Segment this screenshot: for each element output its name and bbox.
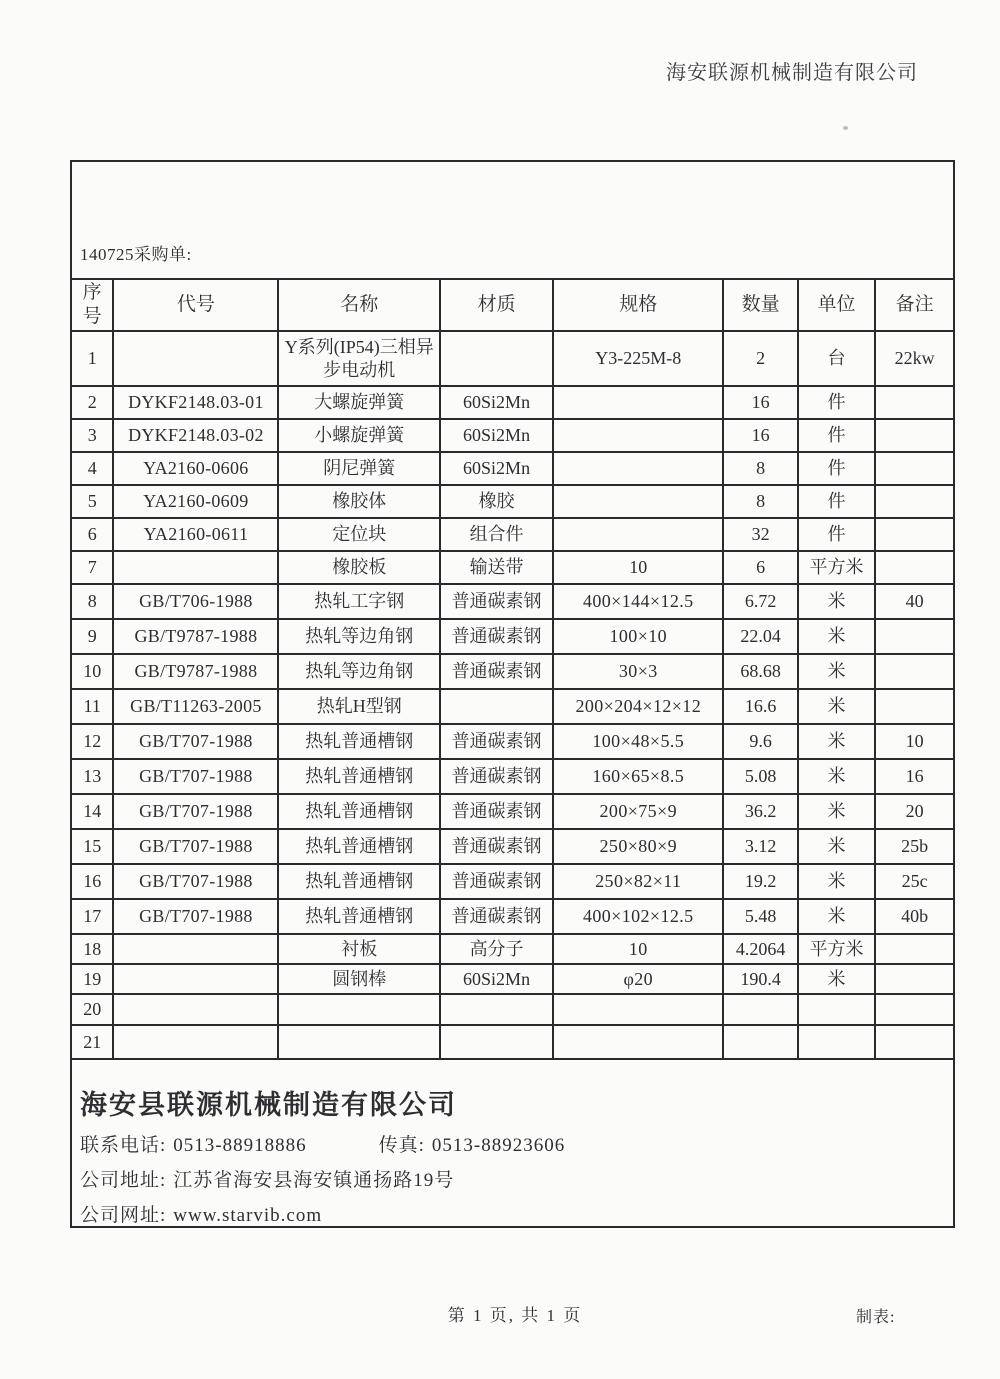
table-cell: 大螺旋弹簧 xyxy=(278,386,440,419)
address-line xyxy=(80,1165,945,1192)
table-cell: 8 xyxy=(723,485,797,518)
column-header-unit: 单位 xyxy=(798,279,876,331)
column-header-remark: 备注 xyxy=(875,279,954,331)
table-cell: 16 xyxy=(723,419,797,452)
table-cell: 10 xyxy=(553,551,723,584)
website-value: www.starvib.com xyxy=(173,1205,323,1226)
table-cell: 件 xyxy=(798,386,876,419)
table-cell xyxy=(875,994,954,1025)
website-line xyxy=(80,1200,945,1227)
table-cell: 190.4 xyxy=(723,964,797,994)
table-cell: 60Si2Mn xyxy=(440,419,553,452)
table-cell: 21 xyxy=(71,1025,113,1059)
table-cell: 件 xyxy=(798,452,876,485)
table-row xyxy=(71,934,954,964)
table-cell: 16 xyxy=(71,864,113,899)
table-cell: 输送带 xyxy=(440,551,553,584)
address-value: 江苏省海安县海安镇通扬路19号 xyxy=(173,1170,455,1191)
table-cell xyxy=(553,419,723,452)
table-cell: 热轧普通槽钢 xyxy=(278,759,440,794)
table-cell: Y3-225M-8 xyxy=(553,331,723,386)
table-cell: GB/T9787-1988 xyxy=(113,654,278,689)
table-cell: φ20 xyxy=(553,964,723,994)
purchase-order-table xyxy=(70,278,955,1060)
table-cell: 20 xyxy=(875,794,954,829)
table-cell: 橡胶体 xyxy=(278,485,440,518)
table-row xyxy=(71,759,954,794)
table-cell: GB/T11263-2005 xyxy=(113,689,278,724)
table-cell: 40b xyxy=(875,899,954,934)
table-cell: 14 xyxy=(71,794,113,829)
table-row xyxy=(71,724,954,759)
table-row xyxy=(71,551,954,584)
company-name: 海安县联源机械制造有限公司 xyxy=(80,1090,457,1120)
table-cell: 2 xyxy=(723,331,797,386)
table-cell xyxy=(113,1025,278,1059)
table-cell: GB/T707-1988 xyxy=(113,759,278,794)
table-cell xyxy=(113,551,278,584)
table-cell: 10 xyxy=(553,934,723,964)
table-cell xyxy=(113,934,278,964)
table-row xyxy=(71,518,954,551)
table-cell: 米 xyxy=(798,654,876,689)
column-header-index: 序号 xyxy=(71,279,113,331)
table-cell: 10 xyxy=(71,654,113,689)
table-cell xyxy=(440,689,553,724)
letterhead-company-name: 海安联源机械制造有限公司 xyxy=(666,62,918,84)
table-cell: 普通碳素钢 xyxy=(440,864,553,899)
table-cell xyxy=(553,994,723,1025)
table-cell: 3 xyxy=(71,419,113,452)
table-cell xyxy=(553,518,723,551)
table-cell: 8 xyxy=(723,452,797,485)
table-cell: YA2160-0609 xyxy=(113,485,278,518)
website-label: 公司网址: xyxy=(80,1205,167,1226)
table-cell: GB/T707-1988 xyxy=(113,724,278,759)
table-cell: 4.2064 xyxy=(723,934,797,964)
table-cell: 17 xyxy=(71,899,113,934)
table-cell: 热轧工字钢 xyxy=(278,584,440,619)
table-cell: 橡胶板 xyxy=(278,551,440,584)
table-cell xyxy=(875,485,954,518)
table-cell: 件 xyxy=(798,485,876,518)
phone-fax-line xyxy=(80,1130,945,1157)
table-cell: 普通碳素钢 xyxy=(440,759,553,794)
table-cell xyxy=(875,518,954,551)
table-cell xyxy=(875,452,954,485)
phone-label: 联系电话: xyxy=(80,1135,167,1156)
table-cell: 米 xyxy=(798,584,876,619)
table-cell: 19 xyxy=(71,964,113,994)
table-cell xyxy=(113,331,278,386)
table-cell: 小螺旋弹簧 xyxy=(278,419,440,452)
table-cell: 平方米 xyxy=(798,934,876,964)
column-header-code: 代号 xyxy=(113,279,278,331)
table-cell: 热轧普通槽钢 xyxy=(278,864,440,899)
table-row xyxy=(71,485,954,518)
table-cell: 12 xyxy=(71,724,113,759)
table-cell: 普通碳素钢 xyxy=(440,619,553,654)
table-cell: 250×80×9 xyxy=(553,829,723,864)
table-cell: 阴尼弹簧 xyxy=(278,452,440,485)
table-cell xyxy=(440,994,553,1025)
column-header-spec: 规格 xyxy=(553,279,723,331)
table-cell: 16.6 xyxy=(723,689,797,724)
table-cell xyxy=(553,1025,723,1059)
table-cell: 16 xyxy=(875,759,954,794)
table-cell xyxy=(113,994,278,1025)
table-cell xyxy=(553,452,723,485)
fax-label: 传真: xyxy=(378,1135,425,1156)
table-cell: 16 xyxy=(723,386,797,419)
table-row xyxy=(71,386,954,419)
table-cell: 10 xyxy=(875,724,954,759)
table-cell: DYKF2148.03-02 xyxy=(113,419,278,452)
table-cell: 250×82×11 xyxy=(553,864,723,899)
table-cell: 13 xyxy=(71,759,113,794)
table-cell xyxy=(553,485,723,518)
table-cell: 件 xyxy=(798,518,876,551)
table-cell: GB/T707-1988 xyxy=(113,794,278,829)
table-cell xyxy=(798,1025,876,1059)
table-cell: 6 xyxy=(723,551,797,584)
table-cell: 6.72 xyxy=(723,584,797,619)
table-row xyxy=(71,1025,954,1059)
table-cell xyxy=(440,1025,553,1059)
table-cell xyxy=(798,994,876,1025)
table-cell: 1 xyxy=(71,331,113,386)
table-cell: 普通碳素钢 xyxy=(440,654,553,689)
table-cell: 米 xyxy=(798,794,876,829)
table-cell: 米 xyxy=(798,864,876,899)
table-cell xyxy=(440,331,553,386)
table-row xyxy=(71,829,954,864)
table-cell: 32 xyxy=(723,518,797,551)
table-row xyxy=(71,419,954,452)
company-info-block xyxy=(72,1059,953,1226)
table-cell: 7 xyxy=(71,551,113,584)
table-cell xyxy=(875,934,954,964)
table-cell: 2 xyxy=(71,386,113,419)
table-cell: 30×3 xyxy=(553,654,723,689)
table-cell: 米 xyxy=(798,619,876,654)
table-cell: 19.2 xyxy=(723,864,797,899)
document-frame xyxy=(70,160,955,1228)
table-cell xyxy=(278,994,440,1025)
table-cell: 热轧普通槽钢 xyxy=(278,724,440,759)
table-cell: 18 xyxy=(71,934,113,964)
table-cell xyxy=(875,964,954,994)
table-cell: 100×10 xyxy=(553,619,723,654)
table-cell: 68.68 xyxy=(723,654,797,689)
table-cell: 200×75×9 xyxy=(553,794,723,829)
table-cell: 台 xyxy=(798,331,876,386)
table-cell: 60Si2Mn xyxy=(440,386,553,419)
table-cell: 400×102×12.5 xyxy=(553,899,723,934)
table-cell: 普通碳素钢 xyxy=(440,584,553,619)
table-cell: 米 xyxy=(798,759,876,794)
table-cell: 36.2 xyxy=(723,794,797,829)
table-cell xyxy=(723,994,797,1025)
table-cell: 米 xyxy=(798,689,876,724)
table-cell: 热轧普通槽钢 xyxy=(278,899,440,934)
table-row xyxy=(71,584,954,619)
table-cell: 平方米 xyxy=(798,551,876,584)
page-number: 第 1 页, 共 1 页 xyxy=(447,1306,583,1325)
table-cell: 160×65×8.5 xyxy=(553,759,723,794)
table-row xyxy=(71,331,954,386)
table-cell: 8 xyxy=(71,584,113,619)
table-cell: 60Si2Mn xyxy=(440,452,553,485)
table-cell: 组合件 xyxy=(440,518,553,551)
table-row xyxy=(71,794,954,829)
table-cell: 22kw xyxy=(875,331,954,386)
table-cell: GB/T707-1988 xyxy=(113,864,278,899)
table-row xyxy=(71,619,954,654)
purchase-order-title: 140725采购单: xyxy=(80,245,192,264)
table-cell: 米 xyxy=(798,724,876,759)
table-row xyxy=(71,689,954,724)
table-cell: YA2160-0611 xyxy=(113,518,278,551)
table-cell xyxy=(875,619,954,654)
table-cell: 15 xyxy=(71,829,113,864)
table-cell: 25c xyxy=(875,864,954,899)
table-cell: 普通碳素钢 xyxy=(440,899,553,934)
phone-value: 0513-88918886 xyxy=(173,1135,307,1156)
table-cell: 热轧等边角钢 xyxy=(278,619,440,654)
table-cell: 热轧普通槽钢 xyxy=(278,829,440,864)
table-row xyxy=(71,994,954,1025)
table-cell: 热轧普通槽钢 xyxy=(278,794,440,829)
table-cell xyxy=(113,964,278,994)
table-cell: YA2160-0606 xyxy=(113,452,278,485)
table-row xyxy=(71,452,954,485)
table-cell: 3.12 xyxy=(723,829,797,864)
fax-value: 0513-88923606 xyxy=(431,1135,566,1156)
table-cell xyxy=(875,551,954,584)
table-cell: 圆钢棒 xyxy=(278,964,440,994)
table-cell: 米 xyxy=(798,964,876,994)
table-cell: 米 xyxy=(798,899,876,934)
table-cell: 200×204×12×12 xyxy=(553,689,723,724)
table-cell: 件 xyxy=(798,419,876,452)
table-cell: GB/T9787-1988 xyxy=(113,619,278,654)
table-cell: 4 xyxy=(71,452,113,485)
table-cell: 普通碳素钢 xyxy=(440,794,553,829)
table-row xyxy=(71,654,954,689)
table-cell: 400×144×12.5 xyxy=(553,584,723,619)
scan-artifact-dot xyxy=(843,126,848,130)
table-row xyxy=(71,864,954,899)
table-cell: 普通碳素钢 xyxy=(440,724,553,759)
table-cell: Y系列(IP54)三相异步电动机 xyxy=(278,331,440,386)
table-cell: DYKF2148.03-01 xyxy=(113,386,278,419)
table-cell: 6 xyxy=(71,518,113,551)
table-cell xyxy=(875,689,954,724)
table-cell: 热轧等边角钢 xyxy=(278,654,440,689)
table-cell: 普通碳素钢 xyxy=(440,829,553,864)
table-row xyxy=(71,899,954,934)
table-cell: 定位块 xyxy=(278,518,440,551)
table-cell: 热轧H型钢 xyxy=(278,689,440,724)
table-row xyxy=(71,964,954,994)
table-cell xyxy=(875,419,954,452)
table-cell: 5 xyxy=(71,485,113,518)
table-cell: 衬板 xyxy=(278,934,440,964)
table-cell: GB/T707-1988 xyxy=(113,829,278,864)
table-cell: 高分子 xyxy=(440,934,553,964)
table-cell xyxy=(875,654,954,689)
table-cell: 20 xyxy=(71,994,113,1025)
table-cell: 5.48 xyxy=(723,899,797,934)
table-header-row xyxy=(71,279,954,331)
table-cell: 100×48×5.5 xyxy=(553,724,723,759)
table-cell xyxy=(875,386,954,419)
table-cell: 40 xyxy=(875,584,954,619)
table-cell xyxy=(278,1025,440,1059)
table-cell: 60Si2Mn xyxy=(440,964,553,994)
table-cell: 9.6 xyxy=(723,724,797,759)
column-header-quantity: 数量 xyxy=(723,279,797,331)
table-cell: 9 xyxy=(71,619,113,654)
table-cell: 22.04 xyxy=(723,619,797,654)
table-cell xyxy=(875,1025,954,1059)
table-cell xyxy=(723,1025,797,1059)
column-header-name: 名称 xyxy=(278,279,440,331)
table-cell: 11 xyxy=(71,689,113,724)
table-cell: 5.08 xyxy=(723,759,797,794)
table-cell: GB/T706-1988 xyxy=(113,584,278,619)
table-cell: 米 xyxy=(798,829,876,864)
table-cell: GB/T707-1988 xyxy=(113,899,278,934)
address-label: 公司地址: xyxy=(80,1170,167,1191)
table-cell: 橡胶 xyxy=(440,485,553,518)
table-cell xyxy=(553,386,723,419)
column-header-material: 材质 xyxy=(440,279,553,331)
table-cell: 25b xyxy=(875,829,954,864)
maker-label: 制表: xyxy=(856,1309,896,1326)
